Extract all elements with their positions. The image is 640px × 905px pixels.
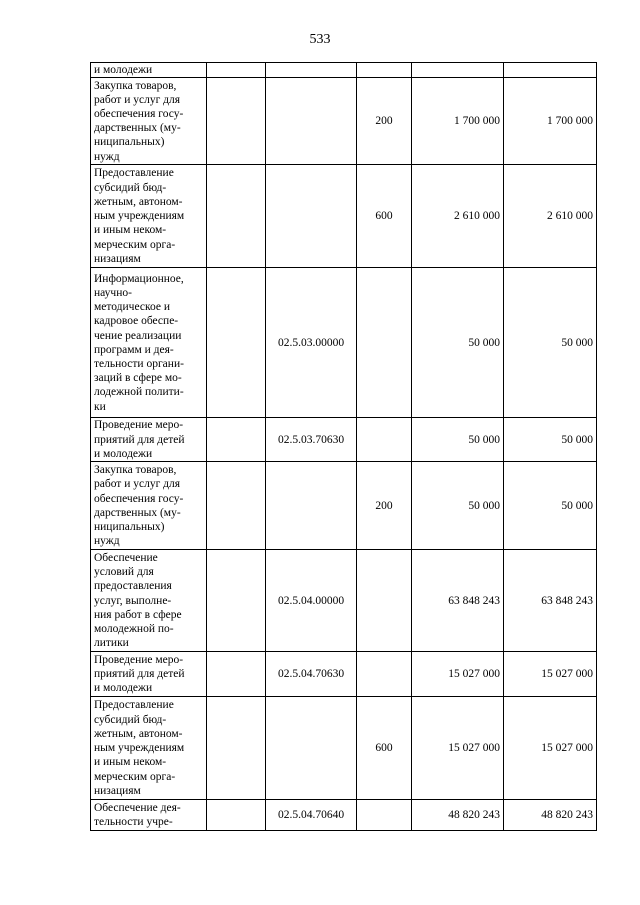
- row-name-cell: Проведение меро- приятий для детей и молодежи: [91, 652, 207, 697]
- row-amount-next-cell: 50 000: [504, 418, 597, 462]
- row-name-cell: Предоставление субсидий бюд- жетным, автоном- ным учреждениям и иным неком- мерческим орга- низациям: [91, 697, 207, 800]
- row-name-cell: Закупка товаров, работ и услуг для обеспечения госу- дарственных (му- ниципальных) нужд: [91, 78, 207, 165]
- row-code-cell: [266, 697, 357, 800]
- row-name-cell: Обеспечение дея- тельности учре-: [91, 800, 207, 831]
- row-amount-cell: 2 610 000: [412, 165, 504, 268]
- row-name-cell: и молодежи: [91, 63, 207, 78]
- row-code-cell: 02.5.03.70630: [266, 418, 357, 462]
- row-amount-next-cell: 48 820 243: [504, 800, 597, 831]
- row-blank-cell: [207, 78, 266, 165]
- table-row: [91, 550, 597, 652]
- row-amount-next-cell: 50 000: [504, 462, 597, 550]
- table-row: [91, 462, 597, 550]
- row-expense-type-cell: [357, 652, 412, 697]
- row-amount-cell: [412, 63, 504, 78]
- row-blank-cell: [207, 418, 266, 462]
- table-row: [91, 697, 597, 800]
- row-blank-cell: [207, 800, 266, 831]
- row-code-cell: [266, 78, 357, 165]
- row-amount-next-cell: [504, 63, 597, 78]
- table-row: [91, 652, 597, 697]
- row-expense-type-cell: 200: [357, 78, 412, 165]
- row-blank-cell: [207, 268, 266, 418]
- row-blank-cell: [207, 652, 266, 697]
- row-blank-cell: [207, 697, 266, 800]
- row-expense-type-cell: [357, 418, 412, 462]
- budget-table: [90, 62, 597, 831]
- row-amount-cell: 48 820 243: [412, 800, 504, 831]
- row-amount-next-cell: 15 027 000: [504, 697, 597, 800]
- table-row: [91, 165, 597, 268]
- row-amount-cell: 1 700 000: [412, 78, 504, 165]
- row-expense-type-cell: 600: [357, 697, 412, 800]
- table-row: [91, 78, 597, 165]
- row-blank-cell: [207, 165, 266, 268]
- row-code-cell: 02.5.04.70630: [266, 652, 357, 697]
- row-code-cell: 02.5.04.70640: [266, 800, 357, 831]
- row-amount-next-cell: 2 610 000: [504, 165, 597, 268]
- row-blank-cell: [207, 550, 266, 652]
- row-amount-next-cell: 15 027 000: [504, 652, 597, 697]
- row-expense-type-cell: 600: [357, 165, 412, 268]
- row-code-cell: [266, 462, 357, 550]
- table-row: [91, 418, 597, 462]
- row-expense-type-cell: 200: [357, 462, 412, 550]
- row-code-cell: [266, 165, 357, 268]
- row-amount-cell: 15 027 000: [412, 652, 504, 697]
- row-amount-next-cell: 63 848 243: [504, 550, 597, 652]
- row-amount-cell: 63 848 243: [412, 550, 504, 652]
- row-amount-cell: 15 027 000: [412, 697, 504, 800]
- row-name-cell: Закупка товаров, работ и услуг для обеспечения госу- дарственных (му- ниципальных) нужд: [91, 462, 207, 550]
- row-blank-cell: [207, 63, 266, 78]
- table-body: [91, 63, 597, 831]
- row-code-cell: [266, 63, 357, 78]
- row-amount-cell: 50 000: [412, 462, 504, 550]
- row-name-cell: Обеспечение условий для предоставления услуг, выполне- ния работ в сфере молодежной по- литики: [91, 550, 207, 652]
- row-expense-type-cell: [357, 550, 412, 652]
- table-row: [91, 268, 597, 418]
- row-name-cell: Предоставление субсидий бюд- жетным, автоном- ным учреждениям и иным неком- мерческим орга- низациям: [91, 165, 207, 268]
- row-name-cell: Информационное, научно- методическое и кадровое обеспе- чение реализации программ и дея- тельности органи- заций в сфере мо- лодежной полити- ки: [91, 268, 207, 418]
- row-blank-cell: [207, 462, 266, 550]
- table-row: [91, 63, 597, 78]
- row-expense-type-cell: [357, 800, 412, 831]
- row-amount-cell: 50 000: [412, 418, 504, 462]
- row-expense-type-cell: [357, 268, 412, 418]
- row-name-cell: Проведение меро- приятий для детей и молодежи: [91, 418, 207, 462]
- row-code-cell: 02.5.03.00000: [266, 268, 357, 418]
- row-amount-cell: 50 000: [412, 268, 504, 418]
- row-amount-next-cell: 1 700 000: [504, 78, 597, 165]
- row-code-cell: 02.5.04.00000: [266, 550, 357, 652]
- row-amount-next-cell: 50 000: [504, 268, 597, 418]
- row-expense-type-cell: [357, 63, 412, 78]
- page-number: 533: [309, 32, 331, 47]
- table-row: [91, 800, 597, 831]
